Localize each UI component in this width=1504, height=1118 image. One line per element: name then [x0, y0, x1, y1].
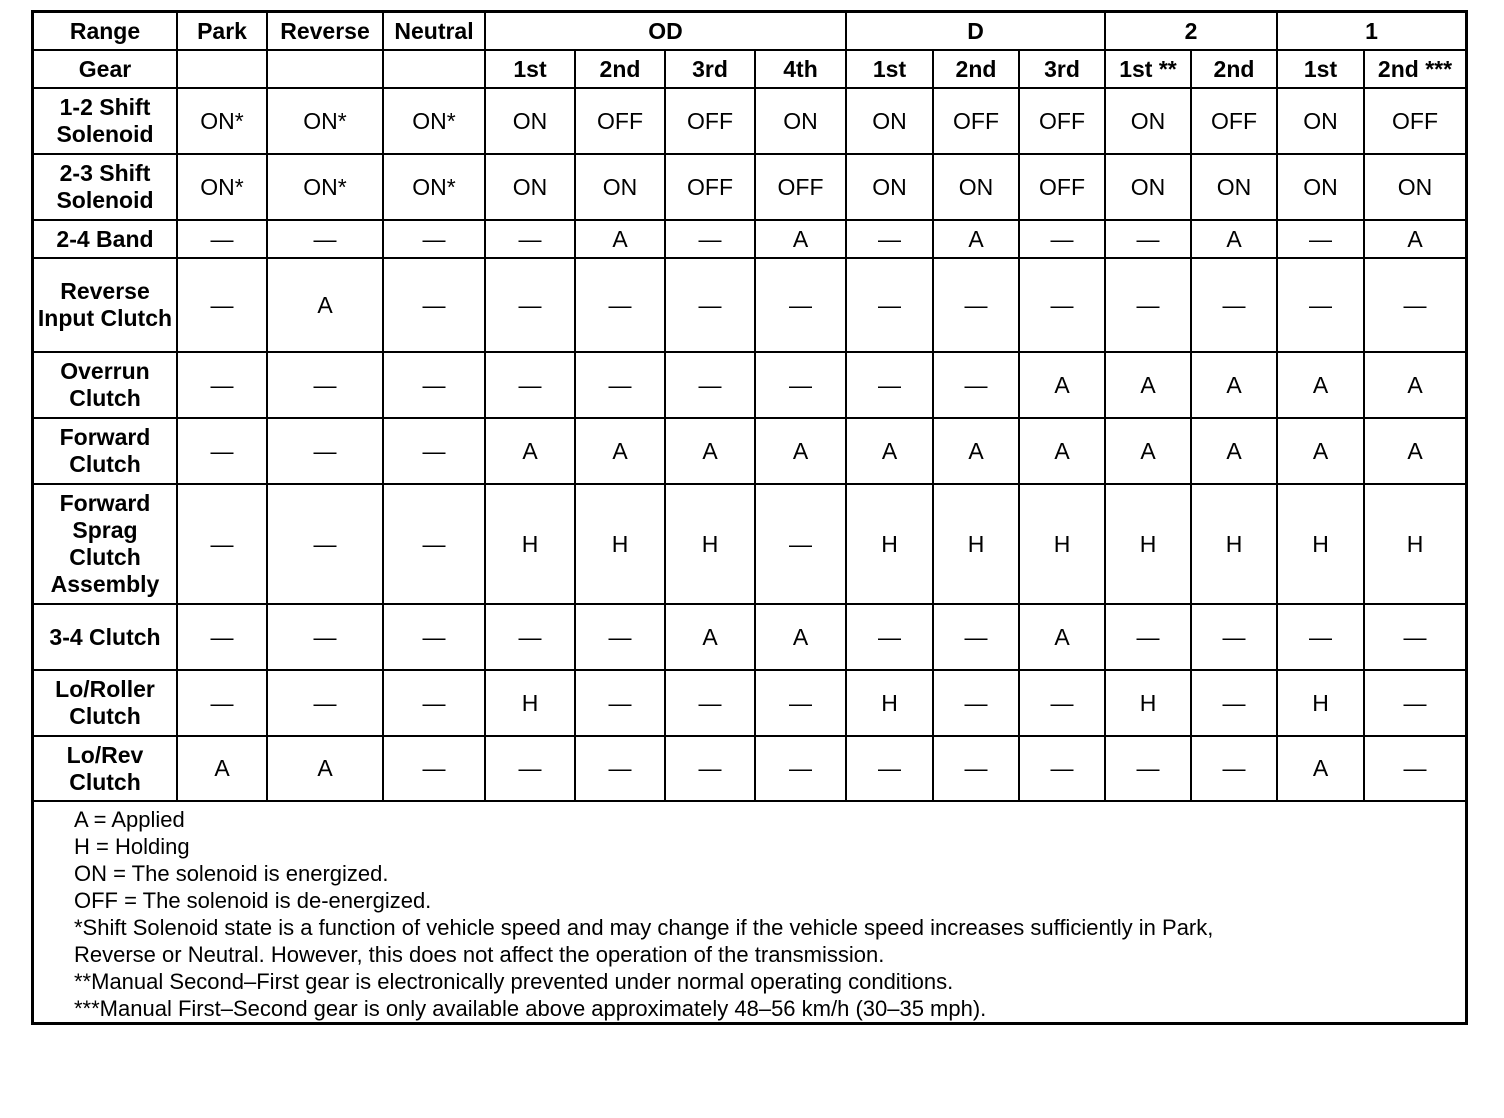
- state-cell: —: [1191, 258, 1277, 352]
- gear-header: 1st: [846, 50, 933, 88]
- state-cell: OFF: [575, 88, 665, 154]
- state-cell: —: [177, 220, 267, 258]
- state-cell: ON: [1105, 88, 1191, 154]
- state-cell: A: [1019, 418, 1105, 484]
- state-cell: A: [267, 258, 383, 352]
- state-cell: —: [1191, 736, 1277, 801]
- gear-header: 1st: [485, 50, 575, 88]
- state-cell: —: [755, 670, 846, 736]
- state-cell: —: [267, 220, 383, 258]
- state-cell: ON: [1277, 88, 1364, 154]
- state-cell: H: [846, 484, 933, 604]
- state-cell: —: [485, 258, 575, 352]
- state-cell: A: [1019, 604, 1105, 670]
- gear-header: 3rd: [1019, 50, 1105, 88]
- state-cell: —: [1191, 670, 1277, 736]
- note-line: OFF = The solenoid is de-energized.: [74, 888, 432, 913]
- state-cell: ON: [846, 88, 933, 154]
- state-cell: —: [177, 418, 267, 484]
- state-cell: H: [1277, 670, 1364, 736]
- state-cell: —: [485, 220, 575, 258]
- state-cell: —: [177, 352, 267, 418]
- component-label: Forward Clutch: [34, 418, 177, 484]
- state-cell: A: [485, 418, 575, 484]
- state-cell: OFF: [1019, 88, 1105, 154]
- table-row: [34, 154, 1465, 220]
- state-cell: H: [485, 670, 575, 736]
- range-header: Park: [177, 13, 267, 50]
- state-cell: ON*: [383, 154, 485, 220]
- state-cell: —: [1364, 258, 1465, 352]
- gear-header: 2nd: [575, 50, 665, 88]
- state-cell: —: [383, 736, 485, 801]
- state-cell: H: [665, 484, 755, 604]
- state-cell: A: [933, 418, 1019, 484]
- state-cell: —: [383, 484, 485, 604]
- table-row: [34, 418, 1465, 484]
- range-label: Range: [34, 13, 177, 50]
- state-cell: —: [1277, 604, 1364, 670]
- component-label: 3-4 Clutch: [34, 604, 177, 670]
- state-cell: —: [933, 352, 1019, 418]
- state-cell: —: [755, 736, 846, 801]
- state-cell: —: [267, 484, 383, 604]
- state-cell: —: [575, 670, 665, 736]
- state-cell: A: [755, 220, 846, 258]
- state-cell: —: [665, 220, 755, 258]
- state-cell: A: [575, 220, 665, 258]
- state-cell: H: [1105, 670, 1191, 736]
- state-cell: —: [846, 258, 933, 352]
- state-cell: A: [575, 418, 665, 484]
- state-cell: —: [575, 352, 665, 418]
- state-cell: H: [1364, 484, 1465, 604]
- note-line: ON = The solenoid is energized.: [74, 861, 389, 886]
- state-cell: —: [383, 604, 485, 670]
- note-line: *Shift Solenoid state is a function of vehicle speed and may change if the vehicle speed increases sufficiently in Park,: [74, 915, 1214, 940]
- state-cell: H: [1277, 484, 1364, 604]
- state-cell: A: [267, 736, 383, 801]
- range-header: D: [846, 13, 1105, 50]
- state-cell: A: [665, 604, 755, 670]
- state-cell: —: [1364, 670, 1465, 736]
- table-row: [34, 220, 1465, 258]
- component-application-table: [34, 13, 1465, 802]
- component-label: Lo/Rev Clutch: [34, 736, 177, 801]
- state-cell: —: [1191, 604, 1277, 670]
- state-cell: H: [1105, 484, 1191, 604]
- state-cell: —: [1019, 258, 1105, 352]
- state-cell: —: [267, 418, 383, 484]
- state-cell: —: [383, 258, 485, 352]
- gear-header: 2nd: [1191, 50, 1277, 88]
- state-cell: —: [1019, 736, 1105, 801]
- state-cell: —: [177, 670, 267, 736]
- note-line: H = Holding: [74, 834, 190, 859]
- table-row: [34, 670, 1465, 736]
- legend-notes: [74, 806, 1213, 1022]
- gear-header: 1st **: [1105, 50, 1191, 88]
- state-cell: OFF: [1019, 154, 1105, 220]
- state-cell: —: [1019, 220, 1105, 258]
- range-header: 2: [1105, 13, 1277, 50]
- state-cell: —: [846, 604, 933, 670]
- note-line: ***Manual First–Second gear is only available above approximately 48–56 km/h (30–35 mph).: [74, 996, 987, 1021]
- state-cell: ON*: [383, 88, 485, 154]
- table-row: [34, 88, 1465, 154]
- gear-header: 4th: [755, 50, 846, 88]
- state-cell: —: [267, 352, 383, 418]
- state-cell: H: [575, 484, 665, 604]
- state-cell: H: [1191, 484, 1277, 604]
- state-cell: —: [665, 736, 755, 801]
- gear-header: [383, 50, 485, 88]
- state-cell: —: [933, 736, 1019, 801]
- state-cell: —: [1105, 604, 1191, 670]
- state-cell: A: [1277, 736, 1364, 801]
- state-cell: A: [1019, 352, 1105, 418]
- component-label: Overrun Clutch: [34, 352, 177, 418]
- state-cell: —: [383, 220, 485, 258]
- note-line: Reverse or Neutral. However, this does not affect the operation of the transmission.: [74, 942, 885, 967]
- state-cell: A: [1105, 418, 1191, 484]
- state-cell: A: [665, 418, 755, 484]
- state-cell: —: [933, 670, 1019, 736]
- state-cell: ON: [1105, 154, 1191, 220]
- component-label: 2-4 Band: [34, 220, 177, 258]
- state-cell: H: [933, 484, 1019, 604]
- state-cell: —: [755, 258, 846, 352]
- state-cell: —: [177, 258, 267, 352]
- table-row: [34, 352, 1465, 418]
- state-cell: —: [1019, 670, 1105, 736]
- state-cell: A: [1105, 352, 1191, 418]
- state-cell: A: [755, 604, 846, 670]
- state-cell: H: [485, 484, 575, 604]
- state-cell: —: [1277, 258, 1364, 352]
- state-cell: —: [933, 258, 1019, 352]
- state-cell: —: [485, 604, 575, 670]
- state-cell: —: [485, 736, 575, 801]
- state-cell: —: [755, 352, 846, 418]
- note-line: **Manual Second–First gear is electronically prevented under normal operating conditions.: [74, 969, 954, 994]
- note-line: A = Applied: [74, 807, 185, 832]
- state-cell: —: [1105, 736, 1191, 801]
- state-cell: A: [1277, 352, 1364, 418]
- range-header: 1: [1277, 13, 1465, 50]
- state-cell: —: [846, 220, 933, 258]
- gear-header: 3rd: [665, 50, 755, 88]
- state-cell: —: [1364, 604, 1465, 670]
- state-cell: ON*: [177, 88, 267, 154]
- state-cell: —: [1105, 220, 1191, 258]
- state-cell: A: [1191, 418, 1277, 484]
- state-cell: —: [177, 484, 267, 604]
- state-cell: —: [1105, 258, 1191, 352]
- state-cell: A: [1191, 352, 1277, 418]
- component-label: Reverse Input Clutch: [34, 258, 177, 352]
- component-label: Lo/Roller Clutch: [34, 670, 177, 736]
- state-cell: —: [485, 352, 575, 418]
- state-cell: —: [383, 352, 485, 418]
- gear-header-row: [34, 50, 1465, 88]
- state-cell: —: [665, 670, 755, 736]
- table-row: [34, 736, 1465, 801]
- state-cell: —: [267, 670, 383, 736]
- state-cell: —: [177, 604, 267, 670]
- state-cell: ON: [575, 154, 665, 220]
- state-cell: —: [575, 258, 665, 352]
- component-label: 2-3 Shift Solenoid: [34, 154, 177, 220]
- gear-header: [267, 50, 383, 88]
- state-cell: ON: [755, 88, 846, 154]
- component-label: Forward Sprag Clutch Assembly: [34, 484, 177, 604]
- state-cell: OFF: [665, 154, 755, 220]
- state-cell: A: [1364, 220, 1465, 258]
- state-cell: ON: [1364, 154, 1465, 220]
- state-cell: —: [575, 604, 665, 670]
- gear-header: 2nd: [933, 50, 1019, 88]
- state-cell: OFF: [665, 88, 755, 154]
- state-cell: ON: [485, 154, 575, 220]
- state-cell: A: [1191, 220, 1277, 258]
- state-cell: A: [1364, 418, 1465, 484]
- state-cell: —: [575, 736, 665, 801]
- state-cell: —: [665, 352, 755, 418]
- state-cell: —: [755, 484, 846, 604]
- gear-label: Gear: [34, 50, 177, 88]
- state-cell: —: [1364, 736, 1465, 801]
- state-cell: OFF: [933, 88, 1019, 154]
- gear-header: 1st: [1277, 50, 1364, 88]
- state-cell: A: [1364, 352, 1465, 418]
- state-cell: —: [665, 258, 755, 352]
- state-cell: ON*: [177, 154, 267, 220]
- range-header: Reverse: [267, 13, 383, 50]
- state-cell: —: [1277, 220, 1364, 258]
- state-cell: ON*: [267, 154, 383, 220]
- component-label: 1-2 Shift Solenoid: [34, 88, 177, 154]
- state-cell: OFF: [755, 154, 846, 220]
- state-cell: ON*: [267, 88, 383, 154]
- state-cell: H: [846, 670, 933, 736]
- state-cell: H: [1019, 484, 1105, 604]
- state-cell: ON: [846, 154, 933, 220]
- range-header: OD: [485, 13, 846, 50]
- state-cell: A: [1277, 418, 1364, 484]
- state-cell: —: [267, 604, 383, 670]
- state-cell: ON: [1277, 154, 1364, 220]
- state-cell: A: [177, 736, 267, 801]
- shift-chart: [31, 10, 1468, 1025]
- state-cell: ON: [1191, 154, 1277, 220]
- state-cell: OFF: [1191, 88, 1277, 154]
- state-cell: A: [846, 418, 933, 484]
- range-header-row: [34, 13, 1465, 50]
- table-row: [34, 258, 1465, 352]
- state-cell: —: [383, 418, 485, 484]
- state-cell: ON: [933, 154, 1019, 220]
- state-cell: —: [846, 736, 933, 801]
- gear-header: 2nd ***: [1364, 50, 1465, 88]
- table-row: [34, 604, 1465, 670]
- range-header: Neutral: [383, 13, 485, 50]
- state-cell: A: [755, 418, 846, 484]
- state-cell: ON: [485, 88, 575, 154]
- state-cell: —: [933, 604, 1019, 670]
- state-cell: —: [383, 670, 485, 736]
- gear-header: [177, 50, 267, 88]
- state-cell: A: [933, 220, 1019, 258]
- table-row: [34, 484, 1465, 604]
- state-cell: —: [846, 352, 933, 418]
- state-cell: OFF: [1364, 88, 1465, 154]
